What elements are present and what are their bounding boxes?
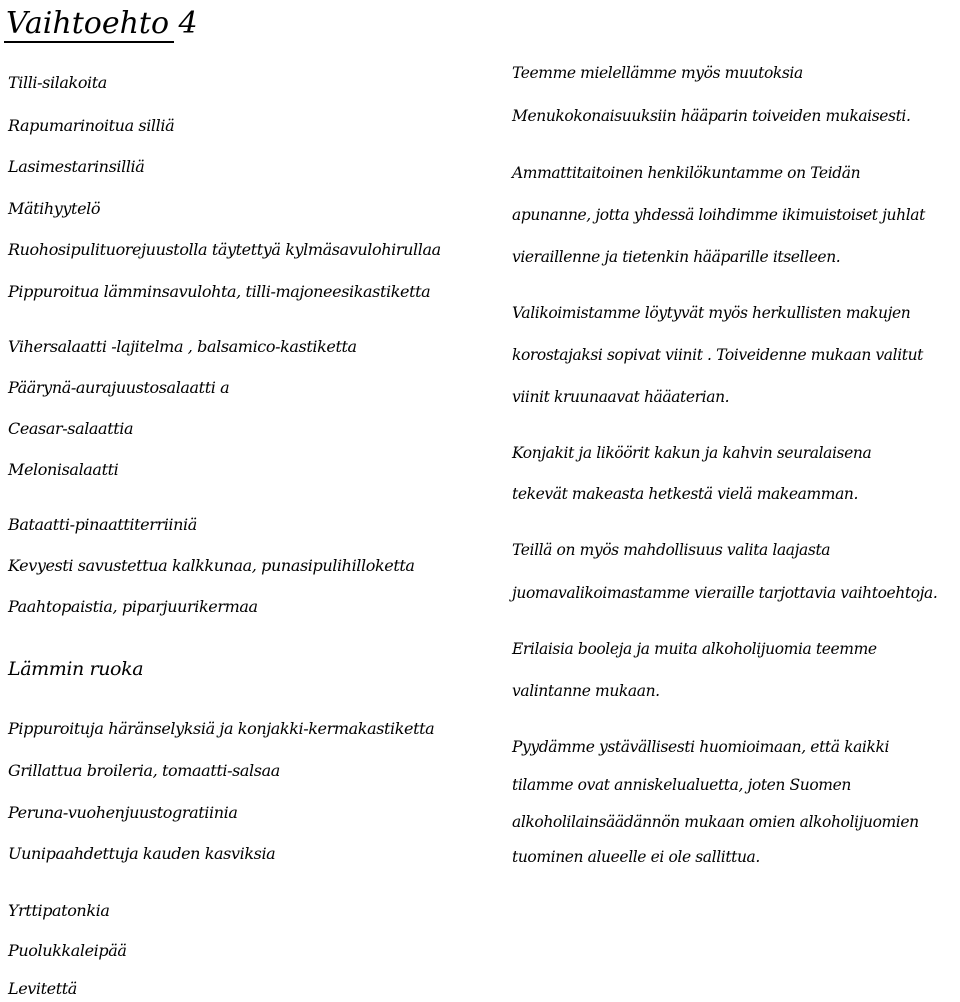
menu-item: Melonisalaatti <box>8 460 119 479</box>
page-title: Vaihtoehto 4 <box>6 6 198 41</box>
menu-item: Paahtopaistia, piparjuurikermaa <box>8 597 258 616</box>
info-line: Teillä on myös mahdollisuus valita laajasta <box>512 541 831 559</box>
menu-item: Uunipaahdettuja kauden kasviksia <box>8 844 276 863</box>
menu-item: Ceasar-salaattia <box>8 419 134 438</box>
info-line: tekevät makeasta hetkestä vielä makeamman. <box>512 485 859 503</box>
info-line: Erilaisia booleja ja muita alkoholijuomia teemme <box>512 640 877 658</box>
menu-item: Peruna-vuohenjuustogratiinia <box>8 803 238 822</box>
menu-item: Päärynä-aurajuustosalaatti a <box>8 378 230 397</box>
info-column <box>512 0 952 1002</box>
menu-item: Yrttipatonkia <box>8 901 110 920</box>
menu-item: Lasimestarinsilliä <box>8 157 145 176</box>
menu-item: Pippuroituja häränselyksiä ja konjakki-kermakastiketta <box>8 719 435 738</box>
info-line: apunanne, jotta yhdessä loihdimme ikimuistoiset juhlat <box>512 206 925 224</box>
info-line: alkoholilainsäädännön mukaan omien alkoholijuomien <box>512 813 919 831</box>
menu-item: Ruohosipulituorejuustolla täytettyä kylmäsavulohirullaa <box>8 240 441 259</box>
info-line: vieraillenne ja tietenkin hääparille itselleen. <box>512 248 841 266</box>
menu-item: Kevyesti savustettua kalkkunaa, punasipulihilloketta <box>8 556 415 575</box>
info-line: valintanne mukaan. <box>512 682 660 700</box>
menu-item: Pippuroitua lämminsavulohta, tilli-majoneesikastiketta <box>8 282 431 301</box>
info-line: viinit kruunaavat hääaterian. <box>512 388 730 406</box>
info-line: Konjakit ja liköörit kakun ja kahvin seuralaisena <box>512 444 872 462</box>
info-line: juomavalikoimastamme vieraille tarjottavia vaihtoehtoja. <box>512 584 938 602</box>
menu-item: Puolukkaleipää <box>8 941 127 960</box>
info-line: Teemme mielellämme myös muutoksia <box>512 64 803 82</box>
menu-item: Tilli-silakoita <box>8 73 107 92</box>
menu-column <box>8 0 498 1002</box>
menu-item: Vihersalaatti -lajitelma , balsamico-kastiketta <box>8 337 357 356</box>
section-heading-warm: Lämmin ruoka <box>8 658 144 680</box>
menu-item: Mätihyytelö <box>8 199 101 218</box>
info-line: Ammattitaitoinen henkilökuntamme on Teidän <box>512 164 861 182</box>
info-line: korostajaksi sopivat viinit . Toiveidenne mukaan valitut <box>512 346 923 364</box>
info-line: Menukokonaisuuksiin hääparin toiveiden mukaisesti. <box>512 107 911 125</box>
info-line: Pyydämme ystävällisesti huomioimaan, että kaikki <box>512 738 890 756</box>
info-line: tilamme ovat anniskelualuetta, joten Suomen <box>512 776 851 794</box>
menu-item: Levitettä <box>8 979 77 998</box>
info-line: Valikoimistamme löytyvät myös herkullisten makujen <box>512 304 911 322</box>
menu-item: Rapumarinoitua silliä <box>8 116 175 135</box>
menu-item: Bataatti-pinaattiterriiniä <box>8 515 197 534</box>
info-line: tuominen alueelle ei ole sallittua. <box>512 848 760 866</box>
menu-item: Grillattua broileria, tomaatti-salsaa <box>8 761 280 780</box>
